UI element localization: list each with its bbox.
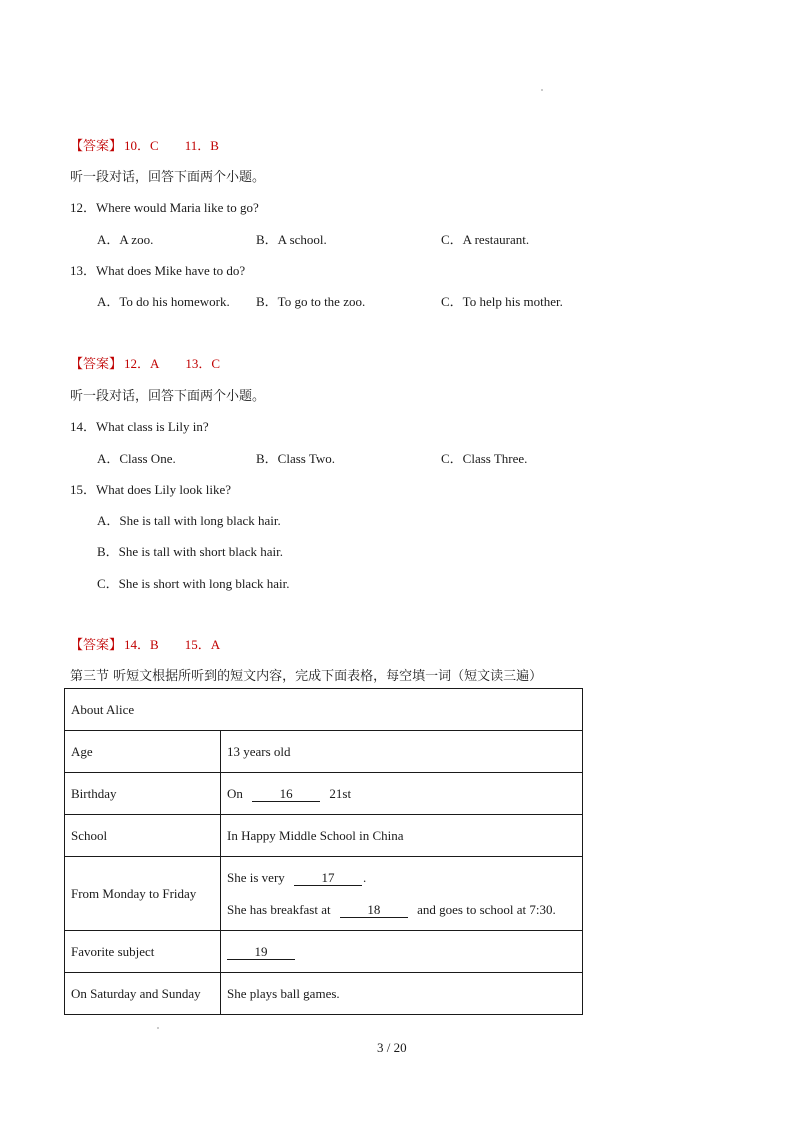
table-row xyxy=(65,731,583,773)
row-label: From Monday to Friday xyxy=(65,857,221,931)
scan-dot xyxy=(157,1027,159,1029)
text-post: 21st xyxy=(329,785,352,801)
row-value xyxy=(221,857,583,931)
table-row xyxy=(65,857,583,931)
option-b: B．A school. xyxy=(256,232,327,247)
option-a: A．Class One. xyxy=(97,451,176,466)
question-text: 15．What does Lily look like? xyxy=(70,482,232,497)
answer-label: 【答案】 xyxy=(70,139,123,154)
row-value xyxy=(221,931,583,973)
scan-dot xyxy=(541,89,543,91)
option-a: A．A zoo. xyxy=(97,232,154,247)
option-b: B．She is tall with short black hair. xyxy=(97,544,283,559)
question-text: 13．What does Mike have to do? xyxy=(70,263,246,278)
fill-blank: 19 xyxy=(227,945,295,960)
option-c: C．To help his mother. xyxy=(441,294,563,309)
option-c: C．She is short with long black hair. xyxy=(97,576,290,591)
option-a: A．To do his homework. xyxy=(97,294,230,309)
fill-blank: 16 xyxy=(252,787,320,802)
table-row xyxy=(65,773,583,815)
row-label: On Saturday and Sunday xyxy=(65,973,221,1015)
row-label: Favorite subject xyxy=(65,931,221,973)
text-line xyxy=(227,894,576,926)
table-row xyxy=(65,973,583,1015)
fill-blank: 17 xyxy=(294,871,362,886)
answer-value: 14．B xyxy=(124,637,159,652)
table-row xyxy=(65,689,583,731)
row-value: 13 years old xyxy=(221,731,583,773)
option-a: A．She is tall with long black hair. xyxy=(97,513,281,528)
option-c: C．Class Three. xyxy=(441,451,528,466)
table-row xyxy=(65,815,583,857)
text-post: and goes to school at 7:30. xyxy=(417,901,556,917)
answer-value: 11．B xyxy=(184,138,219,153)
answer-value: 12．A xyxy=(124,356,160,371)
table-row xyxy=(65,931,583,973)
row-label: School xyxy=(65,815,221,857)
text-line xyxy=(227,862,576,894)
question-text: 12．Where would Maria like to go? xyxy=(70,200,259,215)
info-table xyxy=(64,688,583,1015)
row-label: Age xyxy=(65,731,221,773)
row-value: In Happy Middle School in China xyxy=(221,815,583,857)
section-heading: 第三节 听短文根据所听到的短文内容，完成下面表格，每空填一词（短文读三遍） xyxy=(70,669,543,684)
instruction-text: 听一段对话，回答下面两个小题。 xyxy=(70,170,266,185)
fill-blank: 18 xyxy=(340,903,408,918)
text-pre: She is very xyxy=(227,869,285,885)
answer-value: 15．A xyxy=(184,637,221,652)
answer-line xyxy=(70,353,220,372)
answer-label: 【答案】 xyxy=(70,638,123,653)
row-value: She plays ball games. xyxy=(221,973,583,1015)
option-b: B．To go to the zoo. xyxy=(256,294,366,309)
table-title: About Alice xyxy=(65,689,583,731)
answer-label: 【答案】 xyxy=(70,357,123,372)
text-post: . xyxy=(363,869,367,885)
text-pre: She has breakfast at xyxy=(227,901,331,917)
text-pre: On xyxy=(227,785,243,801)
row-label: Birthday xyxy=(65,773,221,815)
option-c: C．A restaurant. xyxy=(441,232,530,247)
option-b: B．Class Two. xyxy=(256,451,336,466)
page-number: 3 / 20 xyxy=(377,1040,407,1055)
answer-value: 13．C xyxy=(185,356,221,371)
question-text: 14．What class is Lily in? xyxy=(70,419,209,434)
instruction-text: 听一段对话，回答下面两个小题。 xyxy=(70,389,266,404)
answer-line xyxy=(70,634,220,653)
row-value xyxy=(221,773,583,815)
answer-line xyxy=(70,135,219,154)
answer-value: 10．C xyxy=(124,138,159,153)
